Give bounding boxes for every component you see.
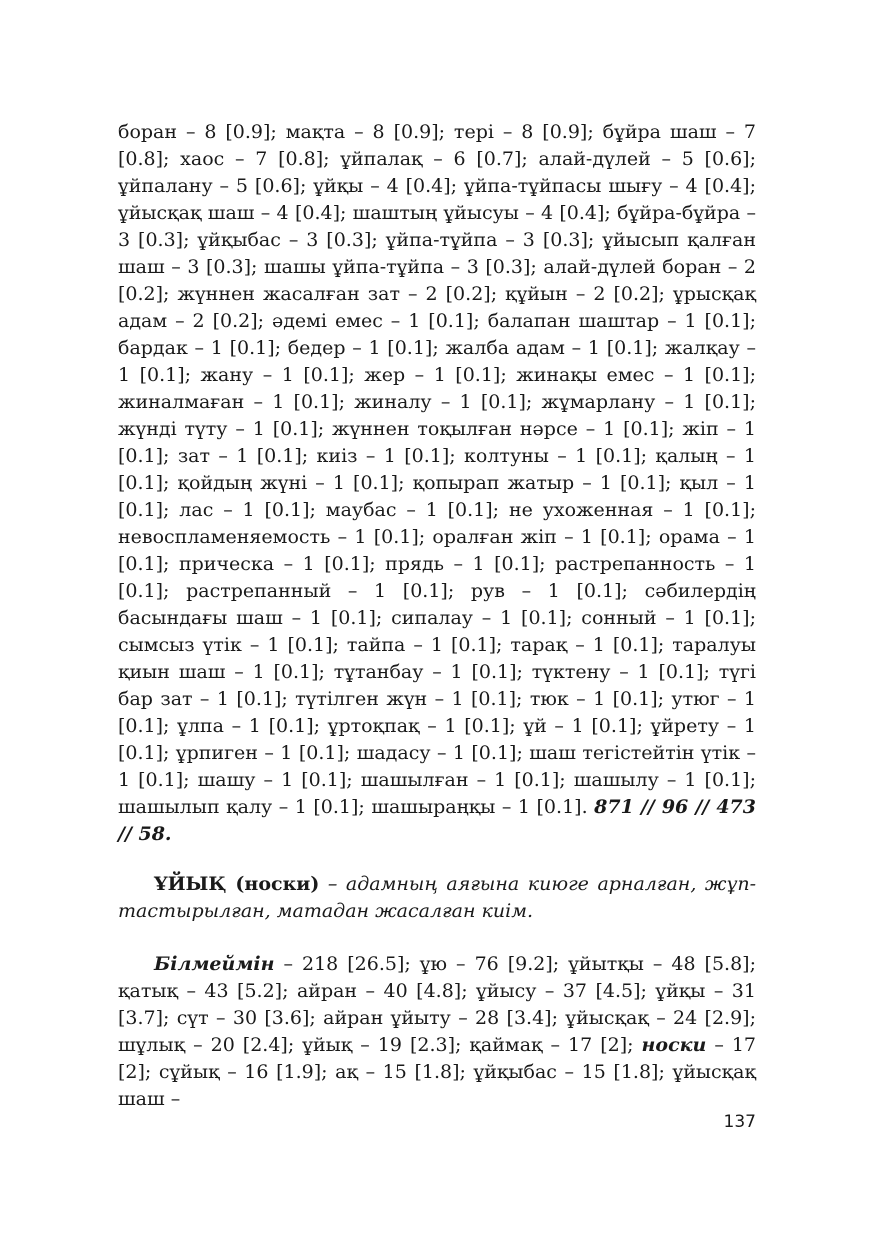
association-list-text: боран – 8 [0.9]; мақта – 8 [0.9]; тері – 8 [0.9]; бұйра шаш – 7 [0.8]; хаос – 7 [0.8]; ұйпалақ – 6 [0.7]; алай-дүлей – 5 [0.6]; ұйпалану – 5 [0.6]; ұйқы – 4 [0.4]; ұйпа-тұйпасы шығу – 4 [0.4]; ұйысқақ шаш – 4 [0.4]; шаштың ұйысуы – 4 [0.4]; бұйра-бұйра – 3 [0.3]; ұйқыбас – 3 [0.3]; ұйпа-тұйпа – 3 [0.3]; ұйысып қалған шаш – 3 [0.3]; шашы ұйпа-тұйпа – 3 [0.3]; алай-дүлей боран – 2 [0.2]; жүннен жасалған зат – 2 [0.2]; құйын – 2 [0.2]; ұрысқақ адам – 2 [0.2]; әдемі емес – 1 [0.1]; балапан шаштар – 1 [0.1]; бардак – 1 [0.1]; бедер – 1 [0.1]; жалба адам – 1 [0.1]; жалқау – 1 [0.1]; жану – 1 [0.1]; жер – 1 [0.1]; жинақы емес – 1 [0.1]; жиналмаған – 1 [0.1]; жиналу – 1 [0.1]; жұмарлану – 1 [0.1]; жүнді түту – 1 [0.1]; жүннен тоқылған нәрсе – 1 [0.1]; жіп – 1 [0.1]; зат – 1 [0.1]; киіз – 1 [0.1]; колтуны – 1 [0.1]; қалың – 1 [0.1]; қойдың жүні – 1 [0.1]; қопырап жатыр – 1 [0.1]; қыл – 1 [0.1]; лас – 1 [0.1]; маубас – 1 [0.1]; не ухоженная – 1 [0.1]; невоспламеняемость – 1 [0.1]; оралған жіп – 1 [0.1]; орама – 1 [0.1]; прическа – 1 [0.1]; прядь – 1 [0.1]; растрепанность – 1 [0.1]; растрепанный – 1 [0.1]; рув – 1 [0.1]; сәбилердің басындағы шаш – 1 [0.1]; сипалау – 1 [0.1]; сонный – 1 [0.1]; сымсыз үтік – 1 [0.1]; тайпа – 1 [0.1]; тарақ – 1 [0.1]; таралуы қиын шаш – 1 [0.1]; тұтанбау – 1 [0.1]; түктену – 1 [0.1]; түгі бар зат – 1 [0.1]; түтілген жүн – 1 [0.1]; тюк – 1 [0.1]; утюг – 1 [0.1]; ұлпа – 1 [0.1]; ұртоқпақ – 1 [0.1]; ұй – 1 [0.1]; ұйрету – 1 [0.1]; ұрпиген – 1 [0.1]; шадасу – 1 [0.1]; шаш тегістейтін үтік – 1 [0.1]; шашу – 1 [0.1]; шашылған – 1 [0.1]; шашылу – 1 [0.1]; шашылып қалу – 1 [0.1]; шашыраңқы – 1 [0.1]. — [118, 121, 756, 818]
entry-heading-paragraph — [118, 871, 756, 925]
response-statistics: 871 // 96 // 473 // 58. — [118, 796, 756, 845]
entry-definition: – адамның аяғына киюге арналған, жұптастырылған, матадан жасалған киім. — [118, 873, 756, 922]
association-list-paragraph — [118, 119, 756, 848]
responses-text-part1: – 218 [26.5]; ұю – 76 [9.2]; ұйытқы – 48 [5.8]; қатық – 43 [5.2]; айран – 40 [4.8]; ұйысу – 37 [4.5]; ұйқы – 31 [3.7]; сүт – 30 [3.6]; айран ұйыту – 28 [3.4]; ұйысқақ – 24 [2.9]; шұлық – 20 [2.4]; ұйық – 19 [2.3]; қаймақ – 17 [2]; — [118, 953, 756, 1056]
lead-response: Білмеймін — [154, 953, 275, 975]
stimulus-response-emphasis: носки — [641, 1034, 707, 1056]
page-number: 137 — [723, 1112, 756, 1132]
entry-responses-paragraph — [118, 951, 756, 1113]
entry-headword: ҰЙЫҚ (носки) — [154, 873, 320, 895]
responses-text-part2: – 17 [2]; сұйық – 16 [1.9]; ақ – 15 [1.8]; ұйқыбас – 15 [1.8]; ұйысқақ шаш – — [118, 1034, 756, 1110]
